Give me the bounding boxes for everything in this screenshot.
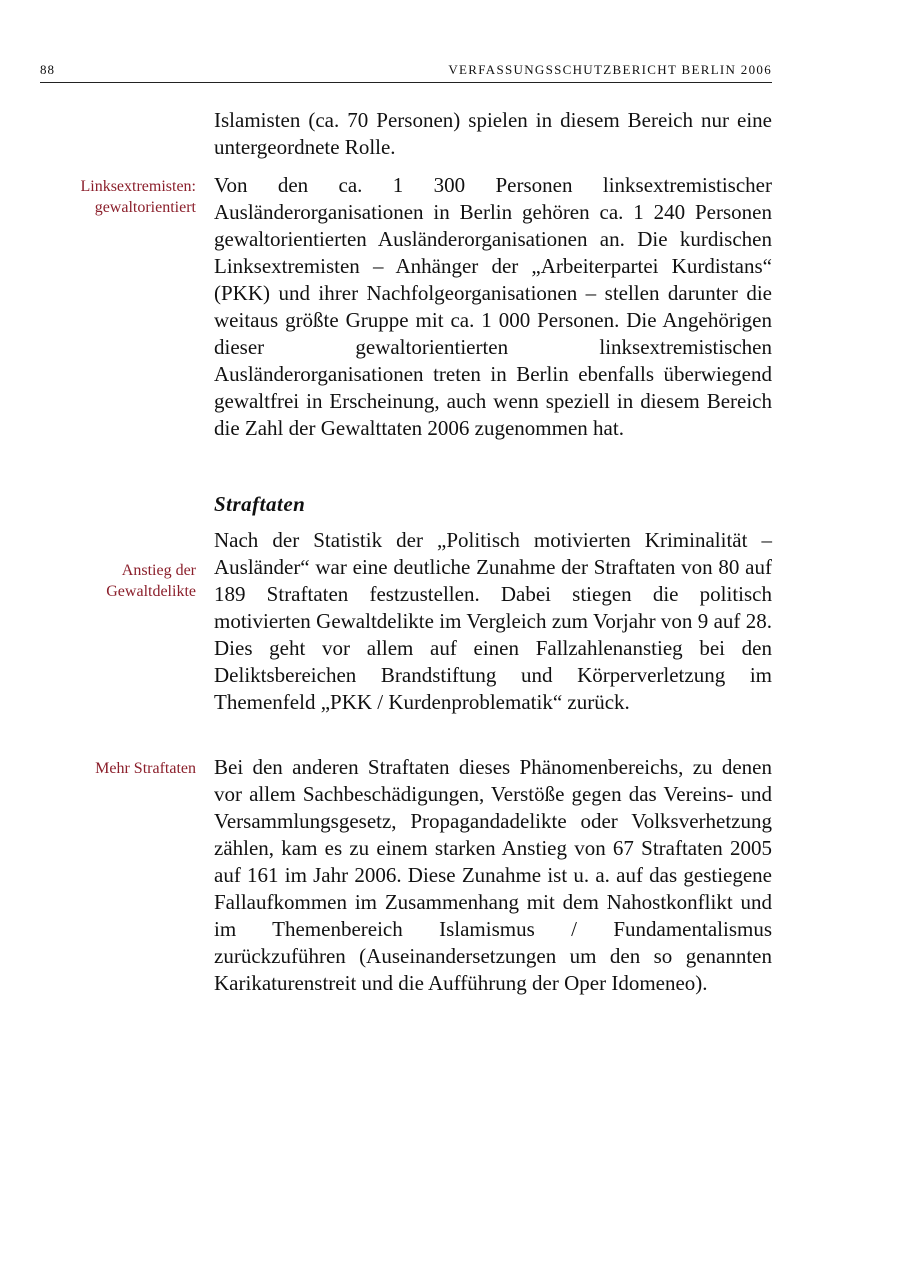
margin-note-line: Gewaltdelikte xyxy=(106,583,196,600)
section-heading-straftaten: Straftaten xyxy=(214,492,306,516)
running-title: VERFASSUNGSSCHUTZBERICHT BERLIN 2006 xyxy=(448,62,772,77)
margin-note-line: Anstieg der xyxy=(121,562,196,579)
margin-note-mehr-straftaten xyxy=(26,758,196,779)
paragraph-linksextremisten: Von den ca. 1 300 Personen linksextremistischer Ausländerorganisationen in Berlin gehören ca. 1 240 Personen gewaltorientierten Ausländerorganisationen an. Die kurdischen Linksextremisten – Anhänger der „Arbeiterpartei Kurdistans“ (PKK) und ihrer Nachfolgeorganisationen – stellen darunter die weitaus größte Gruppe mit ca. 1 000 Personen. Die Angehörigen dieser gewaltorientierten linksextremistischen Ausländerorganisationen treten in Berlin ebenfalls überwiegend gewaltfrei in Erscheinung, auch wenn speziell in diesem Bereich die Zahl der Gewalttaten 2006 zugenommen hat. xyxy=(214,173,772,440)
margin-note-anstieg-gewaltdelikte xyxy=(26,560,196,602)
margin-note-line: gewaltorientiert xyxy=(94,199,196,216)
margin-note-linksextremisten xyxy=(26,176,196,218)
paragraph-islamisten: Islamisten (ca. 70 Personen) spielen in diesem Bereich nur eine untergeordnete Rolle. xyxy=(214,108,772,159)
margin-note-line: Mehr Straftaten xyxy=(95,760,196,777)
margin-note-line: Linksextremisten: xyxy=(80,178,196,195)
paragraph-andere-straftaten: Bei den anderen Straftaten dieses Phänomenbereichs, zu denen vor allem Sachbeschädigungen, Verstöße gegen das Vereins- und Versammlungsgesetz, Propagandadelikte oder Volksverhetzung zählen, kam es zu einem starken Anstieg von 67 Straftaten 2005 auf 161 im Jahr 2006. Diese Zunahme ist u. a. auf das gestiegene Fallaufkommen im Zusammenhang mit dem Nahostkonflikt und im Themenbereich Islamismus / Fundamentalismus zurückzuführen (Auseinandersetzungen um den so genannten Karikaturenstreit und die Aufführung der Oper Idomeneo). xyxy=(214,755,772,995)
page-number: 88 xyxy=(40,62,55,77)
paragraph-statistik: Nach der Statistik der „Politisch motivierten Kriminalität – Ausländer“ war eine deutliche Zunahme der Straftaten von 80 auf 189 Straftaten festzustellen. Dabei stiegen die politisch motivierten Gewaltdelikte im Vergleich zum Vorjahr von 9 auf 28. Dies geht vor allem auf einen Fallzahlenanstieg bei den Deliktsbereichen Brandstiftung und Körperverletzung im Themenfeld „PKK / Kurdenproblematik“ zurück. xyxy=(214,528,772,714)
page-header xyxy=(40,62,772,83)
